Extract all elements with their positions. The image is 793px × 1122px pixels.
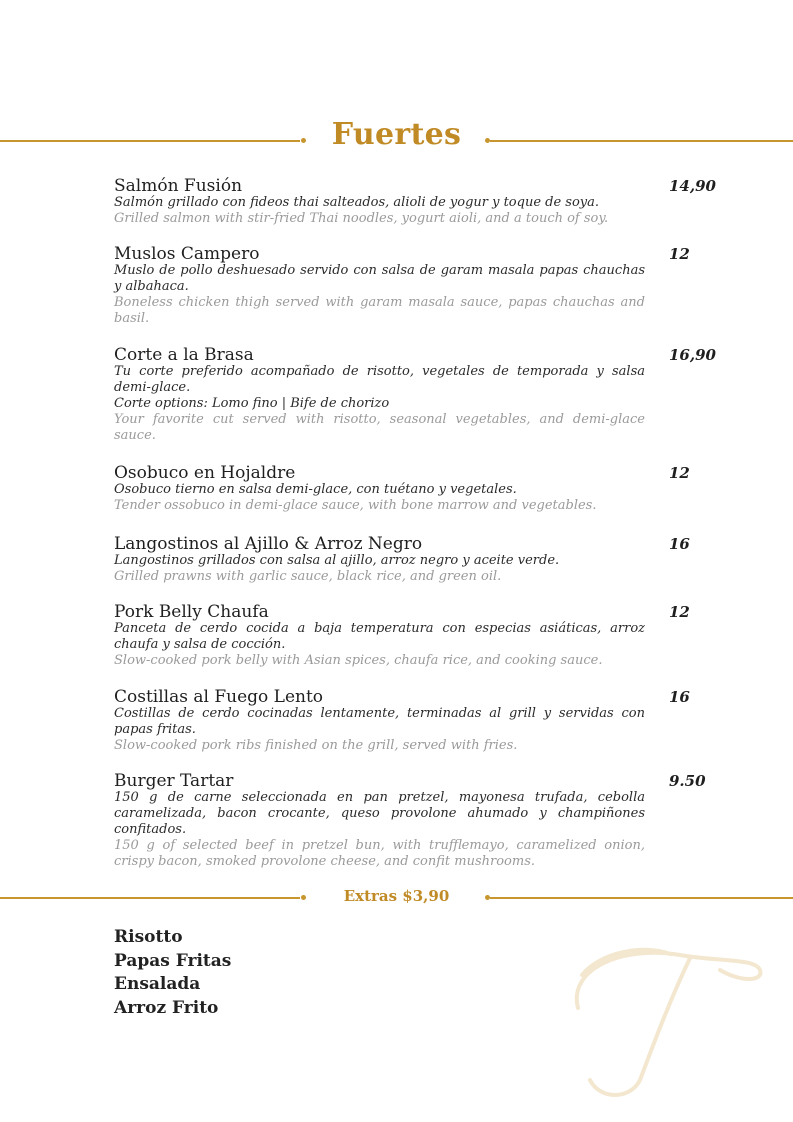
item-name: Burger Tartar bbox=[114, 771, 234, 791]
item-price: 16,90 bbox=[669, 346, 716, 364]
menu-item bbox=[114, 464, 714, 514]
item-name: Osobuco en Hojaldre bbox=[114, 463, 296, 483]
menu-item bbox=[114, 177, 714, 227]
extras-title: Extras $3,90 bbox=[343, 887, 450, 905]
item-description-es: Osobuco tierno en salsa demi-glace, con tuétano y vegetales. bbox=[114, 482, 517, 497]
item-price: 9.50 bbox=[669, 772, 706, 790]
menu-item bbox=[114, 772, 714, 870]
item-description-es: Panceta de cerdo cocida a baja temperatura con especias asiáticas, arroz chaufa y salsa de cocción. bbox=[114, 621, 645, 652]
header-divider-right bbox=[490, 140, 793, 142]
item-price: 16 bbox=[669, 535, 690, 553]
item-name: Salmón Fusión bbox=[114, 176, 243, 196]
item-price: 12 bbox=[669, 603, 690, 621]
item-price: 14,90 bbox=[669, 177, 716, 195]
item-description-es: 150 g de carne seleccionada en pan pretzel, mayonesa trufada, cebolla caramelizada, bacon crocante, queso provolone ahumado y champiñones confitados. bbox=[114, 790, 645, 837]
item-description-es: Langostinos grillados con salsa al ajillo, arroz negro y aceite verde. bbox=[114, 553, 560, 568]
item-description-en: Grilled salmon with stir-fried Thai noodles, yogurt aioli, and a touch of soy. bbox=[114, 211, 609, 226]
item-description-en: Slow-cooked pork ribs finished on the grill, served with fries. bbox=[114, 738, 518, 753]
item-name: Langostinos al Ajillo & Arroz Negro bbox=[114, 534, 423, 554]
menu-item bbox=[114, 535, 714, 585]
item-options: Corte options: Lomo fino | Bife de chorizo bbox=[114, 396, 390, 411]
menu-item bbox=[114, 346, 714, 444]
menu-item bbox=[114, 603, 714, 669]
extras-list-item: Risotto bbox=[114, 927, 183, 947]
item-description-es: Costillas de cerdo cocinadas lentamente, terminadas al grill y servidas con papas fritas. bbox=[114, 706, 645, 737]
extras-list-item: Ensalada bbox=[114, 974, 201, 995]
extras-divider-right bbox=[490, 897, 793, 899]
extras-list-item: Arroz Frito bbox=[114, 998, 219, 1019]
item-description-es: Muslo de pollo deshuesado servido con salsa de garam masala papas chauchas y albahaca. bbox=[114, 263, 645, 294]
item-description-en: Boneless chicken thigh served with garam masala sauce, papas chauchas and basil. bbox=[114, 295, 645, 326]
item-price: 12 bbox=[669, 245, 690, 263]
extras-list-item: Papas Fritas bbox=[114, 950, 232, 971]
item-name: Pork Belly Chaufa bbox=[114, 602, 269, 622]
extras-list bbox=[114, 926, 231, 1021]
item-description-en: 150 g of selected beef in pretzel bun, with trufflemayo, caramelized onion, crispy bacon, smoked provolone cheese, and confit mushrooms. bbox=[114, 838, 645, 869]
item-name: Muslos Campero bbox=[114, 244, 260, 264]
item-description-en: Slow-cooked pork belly with Asian spices, chaufa rice, and cooking sauce. bbox=[114, 653, 603, 668]
menu-item bbox=[114, 688, 714, 754]
item-name: Costillas al Fuego Lento bbox=[114, 687, 324, 707]
item-description-en: Grilled prawns with garlic sauce, black rice, and green oil. bbox=[114, 569, 502, 584]
item-name: Corte a la Brasa bbox=[114, 345, 254, 365]
letter-t-monogram-icon bbox=[560, 930, 770, 1105]
item-description-es: Tu corte preferido acompañado de risotto, vegetales de temporada y salsa demi-glace. bbox=[114, 364, 645, 395]
menu-item bbox=[114, 245, 714, 327]
section-title: Fuertes bbox=[331, 117, 462, 152]
item-price: 12 bbox=[669, 464, 690, 482]
item-description-en: Your favorite cut served with risotto, seasonal vegetables, and demi-glace sauce. bbox=[114, 412, 645, 443]
item-description-en: Tender ossobuco in demi-glace sauce, with bone marrow and vegetables. bbox=[114, 498, 597, 513]
item-price: 16 bbox=[669, 688, 690, 706]
item-description-es: Salmón grillado con fideos thai salteados, alioli de yogur y toque de soya. bbox=[114, 195, 600, 210]
